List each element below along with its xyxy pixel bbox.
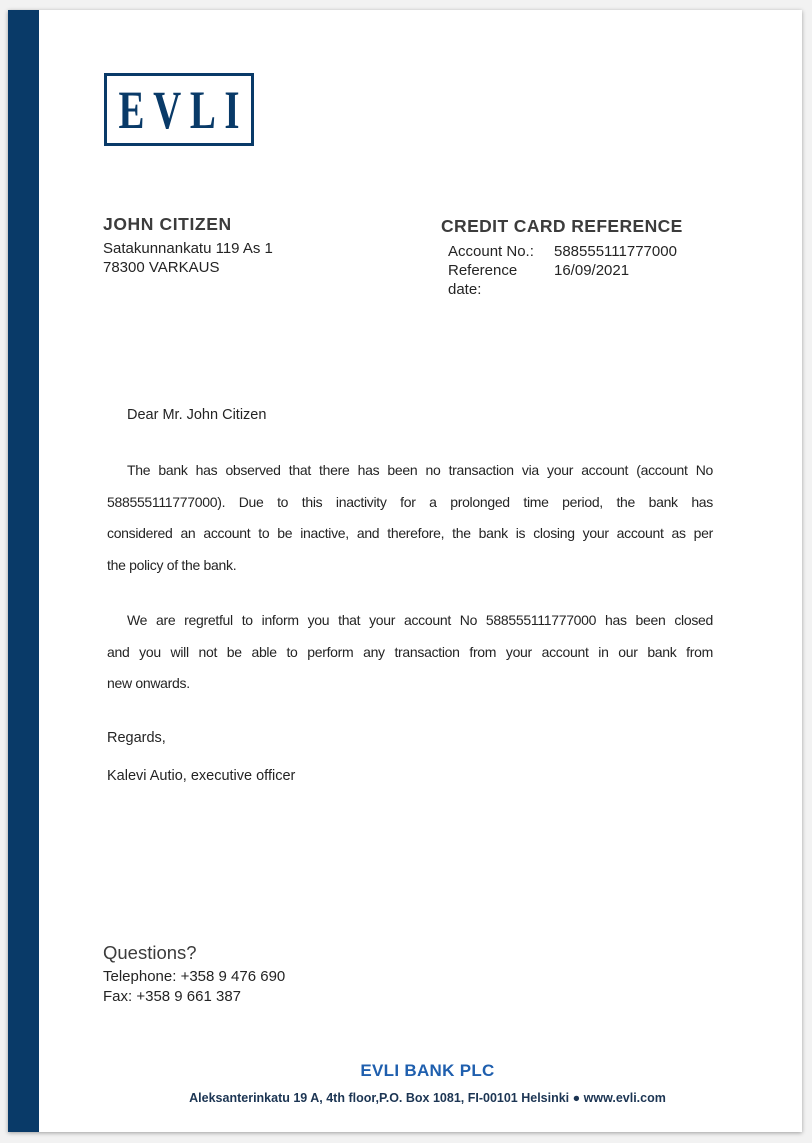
salutation: Dear Mr. John Citizen <box>127 407 267 423</box>
closing: Regards, <box>107 729 166 746</box>
paragraph-line: and you will not be able to perform any transaction from your account in our bank from <box>107 643 713 660</box>
evli-logo <box>104 73 254 146</box>
paragraph-line: considered an account to be inactive, and therefore, the bank is closing your account as per <box>107 525 713 542</box>
paragraph-2 <box>107 605 713 700</box>
paragraph-line: the policy of the bank. <box>107 557 237 574</box>
evli-logo-text: EVLI <box>118 79 249 140</box>
reference-label-account: Account No.: <box>448 243 534 260</box>
letter-body <box>107 405 713 786</box>
letter-page <box>8 10 802 1132</box>
reference-label-date: Reference date: <box>448 262 518 298</box>
recipient-block <box>103 213 273 277</box>
contact-fax: Fax: +358 9 661 387 <box>103 988 242 1005</box>
reference-title: CREDIT CARD REFERENCE <box>441 216 683 236</box>
recipient-name: JOHN CITIZEN <box>103 214 232 234</box>
reference-rows <box>448 242 683 299</box>
recipient-address-line2: 78300 VARKAUS <box>103 258 220 276</box>
contact-block <box>103 941 285 1007</box>
reference-value-account: 588555111777000 <box>554 243 677 260</box>
paragraph-line: 588555111777000). Due to this inactivity for a prolonged time period, the bank has <box>107 493 713 510</box>
paragraph-line: The bank has observed that there has been no transaction via your account (account No <box>127 462 713 478</box>
reference-block <box>441 215 683 299</box>
recipient-address <box>103 240 273 277</box>
recipient-address-line1: Satakunnankatu 119 As 1 <box>103 240 273 257</box>
left-accent-bar <box>8 10 39 1132</box>
contact-title: Questions? <box>103 942 197 963</box>
signature: Kalevi Autio, executive officer <box>107 767 296 784</box>
reference-value-date: 16/09/2021 <box>554 262 630 279</box>
paragraph-line: We are regretful to inform you that your account No 588555111777000 has been closed <box>127 611 713 628</box>
contact-telephone: Telephone: +358 9 476 690 <box>103 968 286 985</box>
paragraph-1 <box>107 455 713 582</box>
footer-bank-name: EVLI BANK PLC <box>360 1061 495 1080</box>
footer-address: Aleksanterinkatu 19 A, 4th floor,P.O. Box 1081, FI-00101 Helsinki ● www.evli.com <box>189 1091 666 1105</box>
footer-block <box>39 1060 802 1106</box>
paragraph-line: new onwards. <box>107 675 190 692</box>
